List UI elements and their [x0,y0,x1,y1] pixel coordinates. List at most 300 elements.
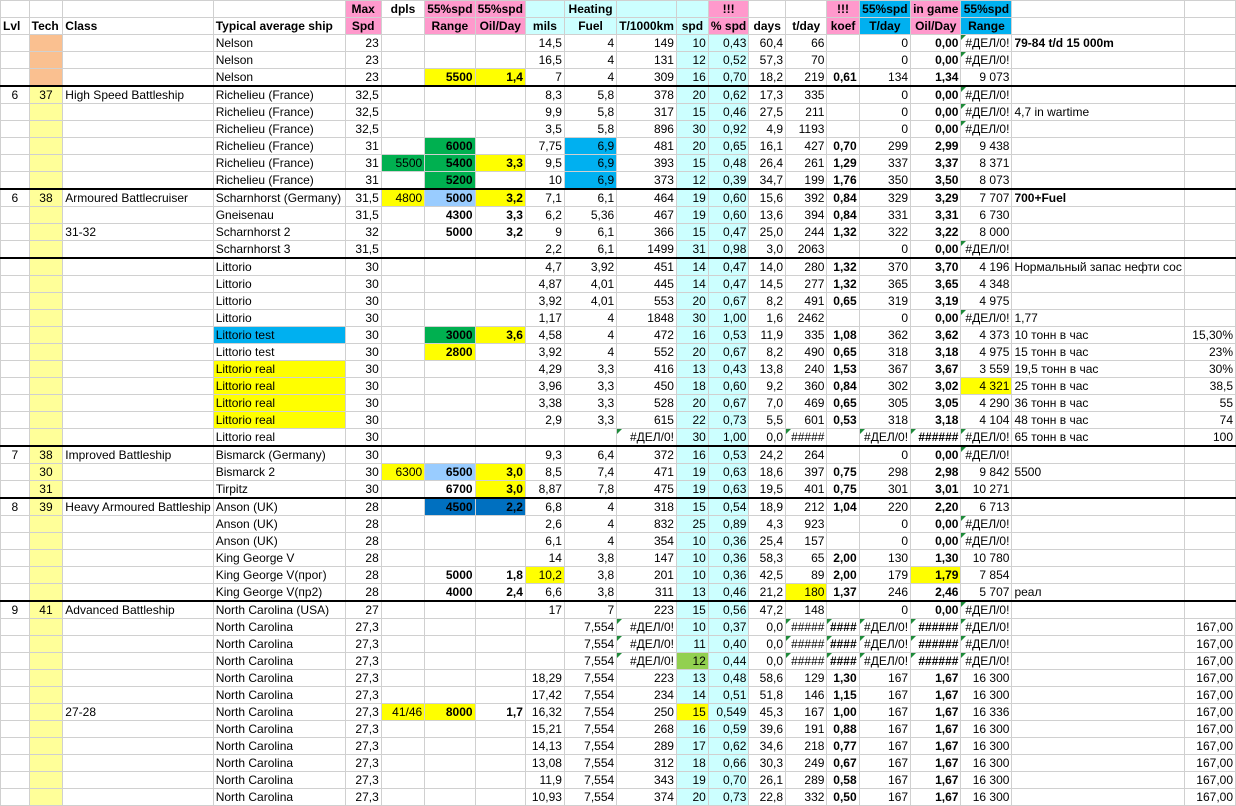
cell[interactable] [29,104,63,121]
cell[interactable]: 1848 [617,310,677,327]
cell[interactable]: 2,98 [911,464,961,481]
header-cell[interactable]: days [749,18,786,35]
cell[interactable]: 10 [676,35,708,52]
cell[interactable]: 0,00 [911,241,961,259]
cell[interactable]: 19,5 [749,481,786,499]
cell[interactable]: 18 [676,378,708,395]
cell[interactable]: 1,32 [827,224,859,241]
cell[interactable] [475,619,525,636]
cell[interactable]: Richelieu (France) [213,155,345,172]
cell[interactable]: 0,50 [827,789,859,806]
cell[interactable]: 20 [676,789,708,806]
cell[interactable]: 4 [564,35,616,52]
cell[interactable]: Littorio [213,293,345,310]
cell[interactable]: 4,87 [525,276,564,293]
cell[interactable]: 167 [786,704,827,721]
cell[interactable] [1,481,30,499]
cell[interactable]: 401 [786,481,827,499]
cell[interactable]: 30 [345,446,381,464]
cell[interactable]: 0 [859,310,910,327]
cell[interactable]: 319 [859,293,910,310]
cell[interactable]: 30 [345,412,381,429]
cell[interactable]: 51,8 [749,687,786,704]
cell[interactable]: 0,92 [708,121,749,138]
cell[interactable]: 30 [676,429,708,447]
cell[interactable]: 450 [617,378,677,395]
cell[interactable] [29,619,63,636]
cell[interactable]: 0,00 [911,35,961,52]
cell[interactable]: Richelieu (France) [213,104,345,121]
cell[interactable]: 7 854 [961,567,1012,584]
header-cell[interactable]: Range [961,18,1012,35]
cell[interactable]: 0 [859,601,910,619]
cell[interactable]: 335 [786,86,827,104]
cell[interactable]: 2,2 [475,498,525,516]
cell[interactable]: 1,30 [911,550,961,567]
cell[interactable]: 4,01 [564,276,616,293]
cell[interactable] [63,533,213,550]
cell[interactable]: 18,2 [749,69,786,87]
cell[interactable] [1012,789,1184,806]
cell[interactable] [1,584,30,602]
cell[interactable]: 5500 [425,69,475,87]
cell[interactable]: 6,2 [525,207,564,224]
cell[interactable]: 4 321 [961,378,1012,395]
cell[interactable]: 41/46 [381,704,424,721]
cell[interactable]: 74 [1184,412,1235,429]
header-cell[interactable]: T/1000km [617,18,677,35]
cell[interactable] [475,52,525,69]
cell[interactable]: 6,8 [525,498,564,516]
cell[interactable]: 65 [786,550,827,567]
cell[interactable]: 15 [676,704,708,721]
cell[interactable]: 2,46 [911,584,961,602]
cell[interactable]: 317 [617,104,677,121]
cell[interactable]: 2462 [786,310,827,327]
cell[interactable] [1184,550,1235,567]
cell[interactable] [63,429,213,447]
cell[interactable] [475,446,525,464]
cell[interactable]: 167 [859,789,910,806]
cell[interactable] [63,310,213,327]
cell[interactable]: 191 [786,721,827,738]
cell[interactable]: 31,5 [345,241,381,259]
cell[interactable] [1184,446,1235,464]
cell[interactable]: Nelson [213,35,345,52]
cell[interactable]: 0,36 [708,550,749,567]
cell[interactable] [425,789,475,806]
cell[interactable]: 0,98 [708,241,749,259]
cell[interactable]: 3 559 [961,361,1012,378]
cell[interactable]: 5,36 [564,207,616,224]
cell[interactable]: 318 [617,498,677,516]
cell[interactable] [29,276,63,293]
cell[interactable] [525,619,564,636]
cell[interactable]: 7 [1,446,30,464]
cell[interactable]: 15 тонн в час [1012,344,1184,361]
cell[interactable] [29,207,63,224]
cell[interactable]: 1193 [786,121,827,138]
cell[interactable]: 15 [676,601,708,619]
cell[interactable]: 0,00 [911,121,961,138]
cell[interactable]: 1,6 [749,310,786,327]
cell[interactable]: 469 [786,395,827,412]
cell[interactable]: #ДЕЛ/0! [859,619,910,636]
cell[interactable]: 19 [676,772,708,789]
cell[interactable]: 1,7 [475,704,525,721]
cell[interactable] [475,533,525,550]
cell[interactable] [1,138,30,155]
cell[interactable]: 7,0 [749,395,786,412]
cell[interactable]: 5500 [1012,464,1184,481]
cell[interactable] [1184,584,1235,602]
cell[interactable] [381,104,424,121]
cell[interactable]: 157 [786,533,827,550]
cell[interactable]: 0,59 [708,721,749,738]
cell[interactable]: 16,32 [525,704,564,721]
cell[interactable]: 23 [345,35,381,52]
cell[interactable]: Richelieu (France) [213,86,345,104]
cell[interactable]: 20 [676,293,708,310]
cell[interactable] [475,738,525,755]
cell[interactable]: Nelson [213,52,345,69]
cell[interactable] [29,155,63,172]
cell[interactable]: Scharnhorst 3 [213,241,345,259]
cell[interactable]: 31 [29,481,63,499]
cell[interactable]: 331 [859,207,910,224]
cell[interactable]: 30 [345,429,381,447]
cell[interactable]: 0 [859,104,910,121]
cell[interactable]: 27 [345,601,381,619]
cell[interactable]: 0,48 [708,155,749,172]
cell[interactable] [1,395,30,412]
cell[interactable]: 4 [564,533,616,550]
cell[interactable]: 4000 [425,584,475,602]
cell[interactable] [425,361,475,378]
cell[interactable] [425,293,475,310]
cell[interactable] [1012,52,1184,69]
cell[interactable]: 11 [676,636,708,653]
cell[interactable]: 249 [786,755,827,772]
cell[interactable] [425,446,475,464]
cell[interactable]: 12 [676,172,708,190]
cell[interactable]: 312 [617,755,677,772]
cell[interactable]: 0,37 [708,619,749,636]
cell[interactable] [381,653,424,670]
cell[interactable]: 0,63 [708,464,749,481]
cell[interactable] [425,104,475,121]
cell[interactable]: 451 [617,258,677,276]
cell[interactable]: High Speed Battleship [63,86,213,104]
cell[interactable]: 28 [345,516,381,533]
cell[interactable]: 1,67 [911,670,961,687]
cell[interactable]: 3,18 [911,344,961,361]
cell[interactable]: Littorio [213,276,345,293]
cell[interactable]: 467 [617,207,677,224]
cell[interactable]: 9,5 [525,155,564,172]
cell[interactable]: 30 [345,327,381,344]
cell[interactable] [381,327,424,344]
cell[interactable] [29,35,63,52]
cell[interactable]: North Carolina [213,772,345,789]
cell[interactable]: 374 [617,789,677,806]
cell[interactable]: Littorio [213,258,345,276]
cell[interactable]: 1,77 [1012,310,1184,327]
cell[interactable]: 148 [786,601,827,619]
cell[interactable] [1012,69,1184,87]
cell[interactable] [1012,138,1184,155]
cell[interactable]: 38 [29,189,63,207]
cell[interactable]: 2,00 [827,567,859,584]
cell[interactable] [29,412,63,429]
cell[interactable]: King George V [213,550,345,567]
cell[interactable]: 362 [859,327,910,344]
cell[interactable]: 3,50 [911,172,961,190]
cell[interactable]: 0,39 [708,172,749,190]
cell[interactable] [1184,533,1235,550]
cell[interactable]: 472 [617,327,677,344]
cell[interactable]: 1,67 [911,721,961,738]
cell[interactable] [827,533,859,550]
cell[interactable] [425,276,475,293]
cell[interactable]: 4 290 [961,395,1012,412]
cell[interactable]: 201 [617,567,677,584]
cell[interactable]: 343 [617,772,677,789]
cell[interactable]: 1,67 [911,687,961,704]
cell[interactable] [1,619,30,636]
cell[interactable]: 27,5 [749,104,786,121]
cell[interactable] [425,516,475,533]
cell[interactable]: 896 [617,121,677,138]
cell[interactable]: 218 [786,738,827,755]
header-cell[interactable]: 55%spd [859,1,910,18]
cell[interactable]: 8,87 [525,481,564,499]
cell[interactable]: 167,00 [1184,653,1235,670]
cell[interactable]: 0,46 [708,104,749,121]
cell[interactable]: 354 [617,533,677,550]
cell[interactable] [63,172,213,190]
cell[interactable] [381,498,424,516]
cell[interactable] [1,241,30,259]
cell[interactable]: 15,6 [749,189,786,207]
cell[interactable]: 167,00 [1184,619,1235,636]
cell[interactable] [29,138,63,155]
cell[interactable] [1012,636,1184,653]
cell[interactable] [475,121,525,138]
cell[interactable]: 0,62 [708,738,749,755]
cell[interactable]: 11,9 [749,327,786,344]
cell[interactable] [1012,224,1184,241]
cell[interactable]: 13 [676,670,708,687]
cell[interactable]: 27,3 [345,704,381,721]
cell[interactable] [1,653,30,670]
cell[interactable] [827,241,859,259]
cell[interactable]: Heavy Armoured Battleship [63,498,213,516]
header-cell[interactable]: Oil/Day [475,18,525,35]
cell[interactable]: 6700 [425,481,475,499]
cell[interactable]: 6500 [425,464,475,481]
cell[interactable]: 372 [617,446,677,464]
cell[interactable]: 30 [345,258,381,276]
cell[interactable] [63,584,213,602]
cell[interactable]: 0,47 [708,224,749,241]
cell[interactable]: 15 [676,224,708,241]
cell[interactable]: 0,549 [708,704,749,721]
cell[interactable] [381,293,424,310]
cell[interactable]: 134 [859,69,910,87]
cell[interactable] [29,69,63,87]
cell[interactable]: 11,9 [525,772,564,789]
cell[interactable]: 27,3 [345,755,381,772]
cell[interactable]: 7,75 [525,138,564,155]
header-cell[interactable]: t/day [786,18,827,35]
cell[interactable]: 490 [786,344,827,361]
cell[interactable]: 27,3 [345,772,381,789]
cell[interactable] [381,516,424,533]
cell[interactable]: 3,65 [911,276,961,293]
cell[interactable]: реал [1012,584,1184,602]
cell[interactable]: 360 [786,378,827,395]
cell[interactable] [1,104,30,121]
cell[interactable]: 14 [676,276,708,293]
cell[interactable]: 1,8 [475,567,525,584]
cell[interactable]: 0,70 [708,772,749,789]
cell[interactable] [425,258,475,276]
cell[interactable]: 19 [676,481,708,499]
cell[interactable]: 0,0 [749,619,786,636]
cell[interactable]: 370 [859,258,910,276]
cell[interactable]: 337 [859,155,910,172]
cell[interactable] [525,653,564,670]
cell[interactable]: 38 [29,446,63,464]
cell[interactable]: 37 [29,86,63,104]
cell[interactable]: 167,00 [1184,738,1235,755]
cell[interactable]: 481 [617,138,677,155]
cell[interactable] [29,293,63,310]
cell[interactable]: 13,6 [749,207,786,224]
cell[interactable] [475,789,525,806]
cell[interactable] [1,52,30,69]
cell[interactable] [29,533,63,550]
cell[interactable]: 3,92 [564,258,616,276]
cell[interactable] [475,721,525,738]
cell[interactable] [1,670,30,687]
cell[interactable] [29,121,63,138]
cell[interactable] [63,412,213,429]
cell[interactable]: 31 [345,172,381,190]
cell[interactable]: 3,0 [475,481,525,499]
cell[interactable]: 301 [859,481,910,499]
cell[interactable]: 4 [564,310,616,327]
cell[interactable] [63,653,213,670]
cell[interactable] [63,670,213,687]
cell[interactable]: 3,38 [525,395,564,412]
cell[interactable] [475,86,525,104]
cell[interactable] [29,258,63,276]
cell[interactable]: 0,67 [708,293,749,310]
cell[interactable]: 427 [786,138,827,155]
cell[interactable] [29,687,63,704]
cell[interactable] [1012,498,1184,516]
cell[interactable] [1,687,30,704]
cell[interactable]: 9,2 [749,378,786,395]
cell[interactable] [381,378,424,395]
cell[interactable]: 5200 [425,172,475,190]
cell[interactable] [827,516,859,533]
cell[interactable]: #ДЕЛ/0! [961,636,1012,653]
cell[interactable]: 10 тонн в час [1012,327,1184,344]
cell[interactable] [1184,155,1235,172]
cell[interactable] [475,276,525,293]
cell[interactable]: 4 [564,516,616,533]
cell[interactable]: 1,00 [708,429,749,447]
cell[interactable] [63,207,213,224]
cell[interactable]: 464 [617,189,677,207]
cell[interactable]: 6 [1,189,30,207]
cell[interactable]: 5,8 [564,104,616,121]
cell[interactable] [63,481,213,499]
cell[interactable] [63,738,213,755]
cell[interactable] [381,172,424,190]
cell[interactable] [1184,258,1235,276]
cell[interactable]: 4,7 [525,258,564,276]
header-cell[interactable]: in game [911,1,961,18]
header-cell[interactable]: Heating [564,1,616,18]
cell[interactable] [381,86,424,104]
cell[interactable]: 27,3 [345,738,381,755]
cell[interactable] [381,670,424,687]
cell[interactable]: 3,05 [911,395,961,412]
cell[interactable]: 25 [676,516,708,533]
cell[interactable] [1,772,30,789]
cell[interactable]: 6,9 [564,138,616,155]
cell[interactable]: ##### [786,619,827,636]
cell[interactable] [1,35,30,52]
cell[interactable]: 10 [676,619,708,636]
cell[interactable]: #ДЕЛ/0! [859,429,910,447]
cell[interactable]: 16 [676,446,708,464]
cell[interactable]: #ДЕЛ/0! [617,653,677,670]
cell[interactable]: 1,67 [911,789,961,806]
cell[interactable] [29,395,63,412]
cell[interactable]: 445 [617,276,677,293]
cell[interactable]: 0,00 [911,86,961,104]
cell[interactable]: 16 300 [961,755,1012,772]
cell[interactable]: 65 тонн в час [1012,429,1184,447]
cell[interactable] [425,86,475,104]
cell[interactable]: 9 842 [961,464,1012,481]
cell[interactable] [29,653,63,670]
cell[interactable]: 10 780 [961,550,1012,567]
cell[interactable]: 0,44 [708,653,749,670]
cell[interactable] [425,429,475,447]
cell[interactable]: Anson (UK) [213,498,345,516]
cell[interactable]: Нормальный запас нефти сос [1012,258,1184,276]
cell[interactable]: 32,5 [345,86,381,104]
cell[interactable] [63,567,213,584]
cell[interactable] [63,276,213,293]
cell[interactable] [29,550,63,567]
cell[interactable]: 14,13 [525,738,564,755]
cell[interactable]: 39,6 [749,721,786,738]
cell[interactable]: 14,5 [525,35,564,52]
cell[interactable] [381,207,424,224]
cell[interactable]: 9,9 [525,104,564,121]
cell[interactable] [381,533,424,550]
cell[interactable]: 28 [345,550,381,567]
cell[interactable]: 26,1 [749,772,786,789]
cell[interactable]: #ДЕЛ/0! [617,619,677,636]
